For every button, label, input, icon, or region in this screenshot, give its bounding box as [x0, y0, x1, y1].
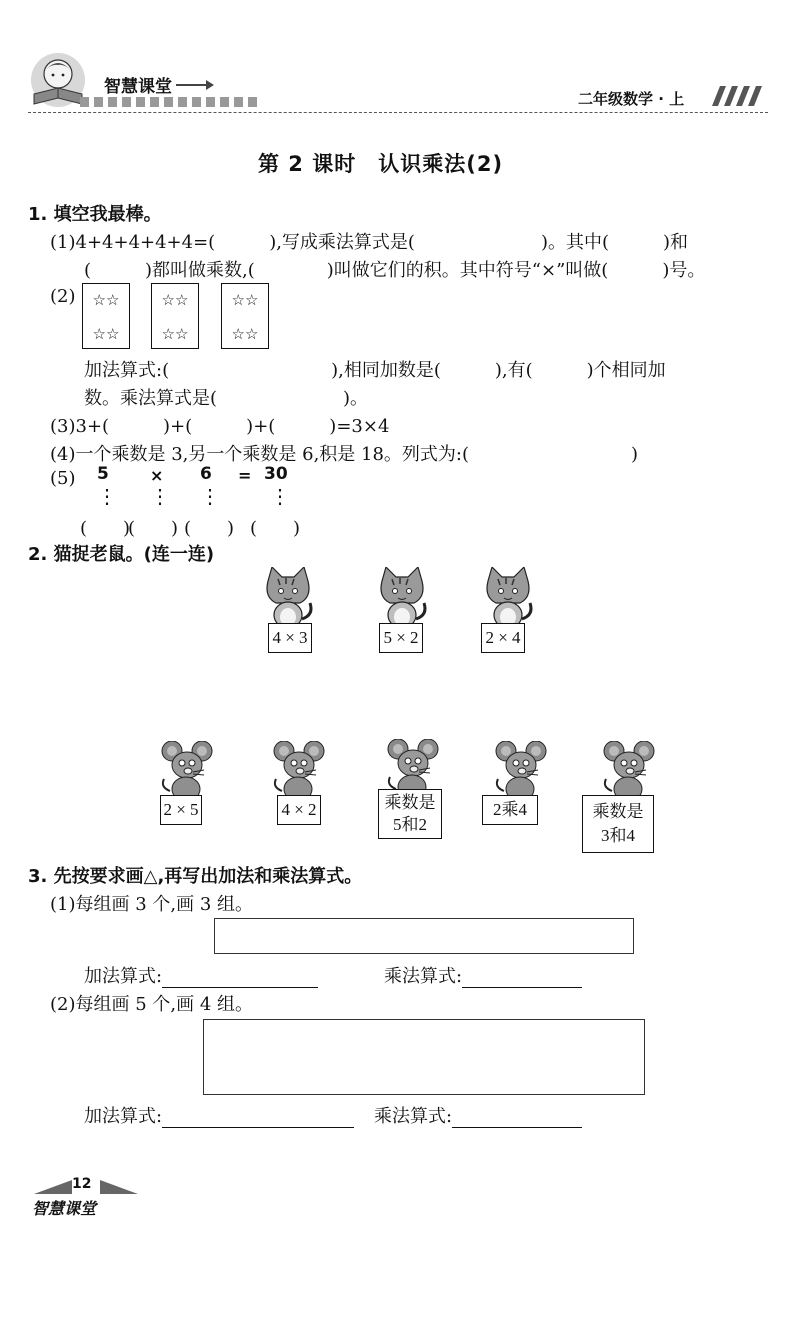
term-factor: 6 — [200, 464, 212, 484]
mouse-illustration — [160, 741, 216, 803]
cat-card[interactable] — [268, 623, 312, 653]
q1-part2-label: (2) — [50, 286, 76, 307]
page-number: 12 — [72, 1176, 92, 1192]
star-row: ☆☆ — [92, 325, 120, 343]
addition-label: 加法算式: — [84, 966, 163, 987]
star-card — [151, 283, 199, 349]
cat-card[interactable] — [481, 623, 525, 653]
answer-blank: ( ) — [184, 518, 235, 539]
term-times: × — [150, 466, 164, 485]
term-factor: 5 — [97, 464, 109, 484]
vertical-dots: ⋮ — [270, 484, 290, 508]
addition-label: 加法算式: — [84, 1106, 163, 1127]
star-row: ☆☆ — [92, 291, 120, 309]
q2-heading: 2. 猫捉老鼠。(连一连) — [28, 544, 215, 565]
vertical-dots: ⋮ — [200, 484, 220, 508]
mouse-card[interactable] — [378, 789, 442, 839]
header-divider — [28, 112, 768, 113]
drawing-box[interactable] — [214, 918, 634, 954]
cat-illustration — [260, 567, 316, 629]
star-row: ☆☆ — [161, 291, 189, 309]
page-footer — [28, 1176, 148, 1216]
addition-answer-line[interactable] — [84, 1102, 354, 1128]
star-card — [82, 283, 130, 349]
arrow-icon — [176, 79, 214, 91]
part5-equation — [0, 462, 800, 542]
mouse-clue: 4 × 2 — [281, 800, 317, 819]
mouse-card[interactable] — [482, 795, 538, 825]
cat-illustration — [480, 567, 536, 629]
q1-part4: (4)一个乘数是 3,另一个乘数是 6,积是 18。列式为:( ) — [50, 444, 639, 465]
mouse-clue: 2乘4 — [493, 800, 527, 819]
multiplication-answer-line[interactable] — [374, 1102, 582, 1128]
q1-part2-line2: 数。乘法算式是( )。 — [84, 388, 369, 409]
addition-answer-line[interactable] — [84, 962, 318, 988]
cat-mouse-match-area — [160, 565, 660, 855]
q3-part2: (2)每组画 5 个,画 4 组。 — [50, 994, 254, 1015]
lesson-title: 第 2 课时 认识乘法(2) — [258, 152, 504, 176]
mouse-illustration — [602, 741, 658, 803]
multiplication-label: 乘法算式: — [384, 966, 463, 987]
q3-heading: 3. 先按要求画△,再写出加法和乘法算式。 — [28, 866, 363, 887]
mouse-card[interactable] — [277, 795, 321, 825]
q1-part1-line1: (1)4+4+4+4+4=( ),写成乘法算式是( )。其中( )和 — [50, 232, 689, 253]
term-equals: = — [238, 466, 252, 485]
star-row: ☆☆ — [231, 291, 259, 309]
q1-part3: (3)3+( )+( )+( )=3×4 — [50, 416, 390, 437]
q1-part1-line2: ( )都叫做乘数,( )叫做它们的积。其中符号“×”叫做( )号。 — [84, 260, 706, 281]
mouse-card[interactable] — [160, 795, 202, 825]
q1-part2-line1: 加法算式:( ),相同加数是( ),有( )个相同加 — [84, 360, 666, 381]
star-row: ☆☆ — [161, 325, 189, 343]
answer-blank: ( ) — [80, 518, 131, 539]
cat-illustration — [374, 567, 430, 629]
cat-expression: 4 × 3 — [272, 628, 308, 647]
term-product: 30 — [264, 464, 288, 484]
answer-blank: ( ) — [250, 518, 301, 539]
vertical-dots: ⋮ — [150, 484, 170, 508]
mouse-clue: 乘数是 — [384, 793, 436, 812]
q1-heading: 1. 填空我最棒。 — [28, 204, 162, 225]
drawing-box[interactable] — [203, 1019, 645, 1095]
mouse-card[interactable] — [582, 795, 654, 853]
multiplication-answer-line[interactable] — [384, 962, 582, 988]
mouse-illustration — [494, 741, 550, 803]
footer-brand: 智慧课堂 — [32, 1199, 97, 1218]
multiplication-label: 乘法算式: — [374, 1106, 453, 1127]
q3-part1: (1)每组画 3 个,画 3 组。 — [50, 894, 254, 915]
slash-stripes-decoration — [712, 86, 764, 106]
mouse-clue: 乘数是 — [592, 802, 644, 821]
cat-expression: 5 × 2 — [383, 628, 419, 647]
mouse-illustration — [272, 741, 328, 803]
answer-blank: ( ) — [128, 518, 179, 539]
header-brand: 智慧课堂 — [104, 77, 172, 97]
star-row: ☆☆ — [231, 325, 259, 343]
cat-card[interactable] — [379, 623, 423, 653]
mouse-clue: 2 × 5 — [163, 800, 199, 819]
cat-expression: 2 × 4 — [485, 628, 521, 647]
vertical-dots: ⋮ — [97, 484, 117, 508]
q1-part5-label: (5) — [50, 468, 76, 489]
header-grade: 二年级数学 · 上 — [578, 90, 685, 108]
page-header — [0, 0, 800, 120]
mouse-clue: 5和2 — [393, 815, 427, 834]
star-card — [221, 283, 269, 349]
header-square-strip — [80, 97, 260, 107]
mouse-clue: 3和4 — [601, 826, 635, 845]
